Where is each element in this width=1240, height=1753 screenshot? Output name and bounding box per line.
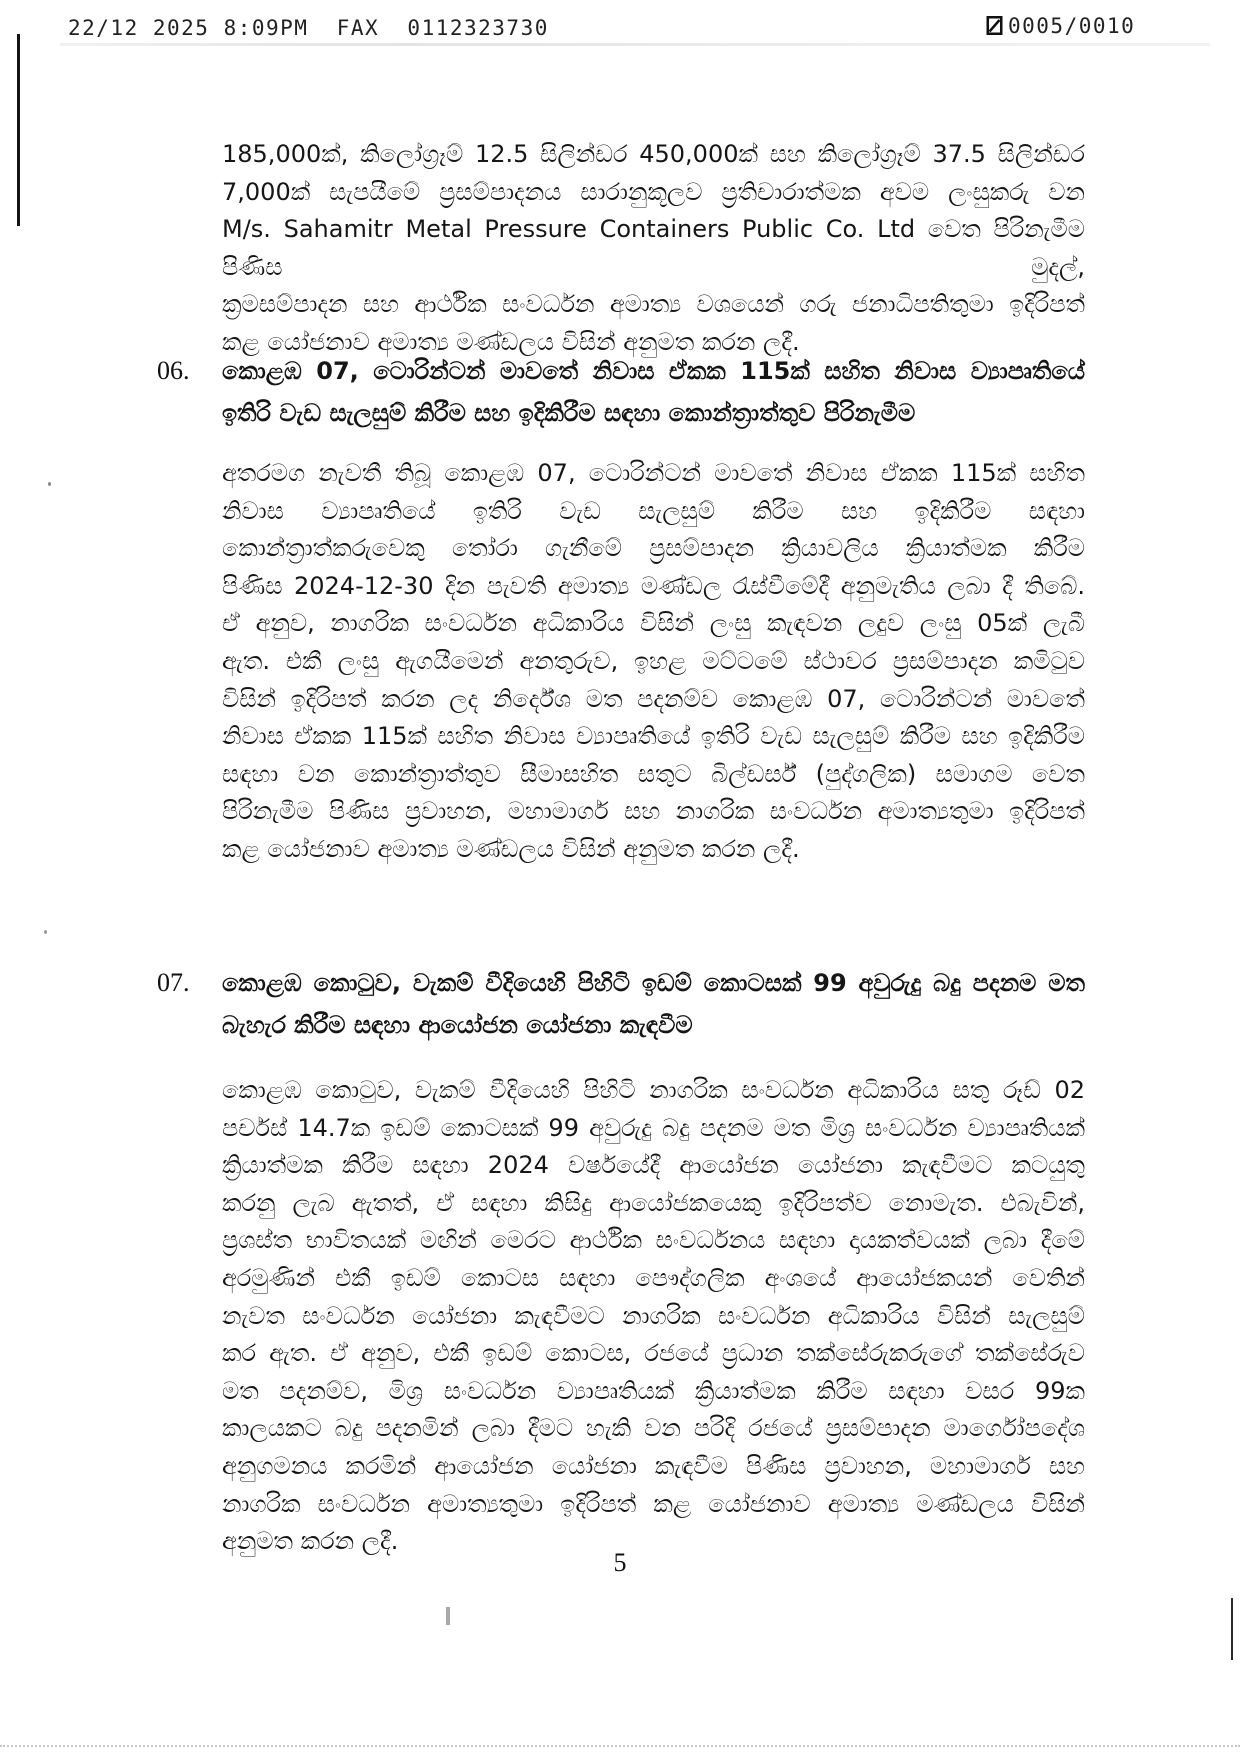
text-line: කොළඹ කොටුව, වැකම් වීදියෙහි පිහිටි නාගරික සංවර්ධන අධිකාරිය සතු රූඩ් 02	[222, 1076, 1085, 1104]
text-line: බැහැර කිරීම සඳහා ආයෝජන යෝජනා කැඳවීම	[222, 1011, 693, 1039]
text-line: ක්‍රියාත්මක කිරීම සඳහා 2024 වර්ෂයේදී ආයෝජන යෝජනා කැඳවීමට කටයුතු	[222, 1151, 1085, 1180]
fax-timestamp-line: 22/12 2025 8:09PM FAX 0112323730	[68, 16, 549, 40]
text-line: කොළඹ කොටුව, වැකම් වීදියෙහි පිහිටි ඉඩම් කොටසක් 99 අවුරුදු බදු පදනම මත	[222, 969, 1085, 997]
text-line: අනුමත කරන ලදී.	[222, 1527, 399, 1556]
scan-artifact-bottom-edge	[0, 1745, 1240, 1747]
text-line: කාලයකට බදු පදනමින් ලබා දීමට හැකි වන පරිදි රජයේ ප්‍රසම්පාදන මාර්ගෝපදේශ	[222, 1414, 1085, 1443]
scan-artifact-top-smudge	[60, 43, 1210, 46]
text-line: විසින් ඉදිරිපත් කරන ලද නිර්දේශ මත පදනම්ව කොළඹ 07, ටොරින්ටන් මාවතේ	[222, 684, 1085, 713]
text-line: පිරිනැමීම පිණිස ප්‍රවාහන, මහාමාර්ග සහ නාගරික සංවර්ධන අමාත්‍යතුමා ඉදිරිපත්	[222, 797, 1085, 826]
text-line: ඒ අනුව, නාගරික සංවර්ධන අධිකාරිය විසින් ලංසු කැඳවන ලදුව ලංසු 05ක් ලැබී	[222, 609, 1086, 638]
text-line: කොළඹ 07, ටොරින්ටන් මාවතේ නිවාස ඒකක 115ක් සහිත නිවාස ව්‍යාපෘතියේ	[222, 357, 1085, 385]
section-07-heading	[222, 962, 1085, 1046]
text-line: කොන්ත්‍රාත්කරුවෙකු තෝරා ගැනීමේ ප්‍රසම්පාදන ක්‍රියාවලිය ක්‍රියාත්මක කිරීම	[222, 534, 1085, 563]
scan-artifact-dot	[44, 930, 47, 934]
text-line: කළ යෝජනාව අමාත්‍ය මණ්ඩලය විසින් අනුමත කරන ලදී.	[222, 327, 800, 356]
scan-artifact-bottom-mark	[446, 1607, 450, 1625]
scan-artifact-left-line	[17, 34, 20, 226]
section-07-number: 07.	[157, 968, 190, 997]
section-07-paragraph	[222, 1072, 1085, 1561]
text-line: ක්‍රමසම්පාදන සහ ආර්ථික සංවර්ධන අමාත්‍ය වශයෙන් ගරු ජනාධිපතිතුමා ඉදිරිපත්	[222, 290, 1085, 319]
text-line: නැවත සංවර්ධන යෝජනා කැඳවීමට නාගරික සංවර්ධන අධිකාරිය විසින් සැලසුම්	[222, 1301, 1085, 1330]
text-line: පිණිස 2024-12-30 දින පැවති අමාත්‍ය මණ්ඩල රැස්වීමේදී අනුමැතිය ලබා දී තිබේ.	[222, 571, 1085, 600]
scan-artifact-right-line	[1231, 1598, 1233, 1660]
section-06-heading	[222, 350, 1085, 434]
fax-page-counter-text: 0005/0010	[1008, 14, 1136, 38]
page-number: 5	[613, 1548, 627, 1577]
text-line: ඇත. එකී ලංසු ඇගයීමෙන් අනතුරුව, ඉහළ මට්ටමේ ස්ථාවර ප්‍රසම්පාදන කමිටුව	[222, 646, 1085, 675]
text-line: නාගරික සංවර්ධන අමාත්‍යතුමා ඉදිරිපත් කළ යෝජනාව අමාත්‍ය මණ්ඩලය විසින්	[222, 1489, 1085, 1518]
text-line: 7,000ක් සැපයීමේ ප්‍රසම්පාදනය සාරානුකූලව ප්‍රතිචාරාත්මක අවම ලංසුකරු වන	[222, 177, 1085, 206]
text-line: නිවාස ව්‍යාපෘතියේ ඉතිරි වැඩ සැලසුම් කිරීම සහ ඉදිකිරීම සඳහා	[222, 496, 1085, 525]
text-line: ඉතිරි වැඩ සැලසුම් කිරීම සහ ඉදිකිරීම සඳහා කොන්ත්‍රාත්තුව පිරිනැමීම	[222, 399, 916, 427]
fax-page-counter	[985, 14, 1135, 38]
text-line: 185,000ක්, කිලෝග්‍රෑම් 12.5 සිලින්ඩර 450,000ක් සහ කිලෝග්‍රෑම් 37.5 සිලින්ඩර	[222, 140, 1085, 168]
text-line: අරමුණින් එකී ඉඩම් කොටස සඳහා පෞද්ගලික අංශයේ ආයෝජකයන් වෙතින්	[222, 1263, 1085, 1292]
scan-artifact-dot	[48, 482, 51, 486]
text-line: පර්චස් 14.7ක ඉඩම් කොටසක් 99 අවුරුදු බදු පදනම මත මිශ්‍ර සංවර්ධන ව්‍යාපෘතියක්	[222, 1113, 1085, 1142]
text-line: ප්‍රශස්ත භාවිතයක් මඟින් මෙරට ආර්ථික සංවර්ධනය සඳහා දායකත්වයක් ලබා දීමේ	[222, 1226, 1085, 1255]
fax-page-icon	[985, 14, 1005, 38]
text-line: නිවාස ඒකක 115ක් සහිත නිවාස ව්‍යාපෘතියේ ඉතිරි වැඩ සැලසුම් කිරීම සහ ඉදිකිරීම	[222, 722, 1085, 751]
text-line: M/s. Sahamitr Metal Pressure Containers Public Co. Ltd වෙත පිරිනැමීම පිණිස මුදල්,	[222, 215, 1085, 281]
section-06-paragraph	[222, 455, 1085, 869]
text-line: කළ යෝජනාව අමාත්‍ය මණ්ඩලය විසින් අනුමත කරන ලදී.	[222, 834, 800, 863]
intro-paragraph	[222, 136, 1085, 362]
text-line: අනුගමනය කරමින් ආයෝජන යෝජනා කැඳවීම පිණිස ප්‍රවාහන, මහාමාර්ග සහ	[222, 1451, 1085, 1480]
text-line: මත පදනම්ව, මිශ්‍ර සංවර්ධන ව්‍යාපෘතියක් ක්‍රියාත්මක කිරීම සඳහා වසර 99ක	[222, 1376, 1085, 1405]
text-line: අතරමග නැවතී තිබූ කොළඹ 07, ටොරින්ටන් මාවතේ නිවාස ඒකක 115ක් සහිත	[222, 459, 1085, 487]
text-line: කර ඇත. ඒ අනුව, එකී ඉඩම් කොටස, රජයේ ප්‍රධාන තක්සේරුකරුගේ තක්සේරුව	[222, 1339, 1085, 1368]
section-06-number: 06.	[157, 356, 190, 385]
text-line: සඳහා වන කොන්ත්‍රාත්තුව සීමාසහිත සතුට බිල්ඩර්ස් (පුද්ගලික) සමාගම වෙත	[222, 759, 1085, 788]
text-line: කරනු ලැබ ඇතත්, ඒ සඳහා කිසිදු ආයෝජකයෙකු ඉදිරිපත්ව නොමැත. එබැවින්,	[222, 1188, 1085, 1217]
